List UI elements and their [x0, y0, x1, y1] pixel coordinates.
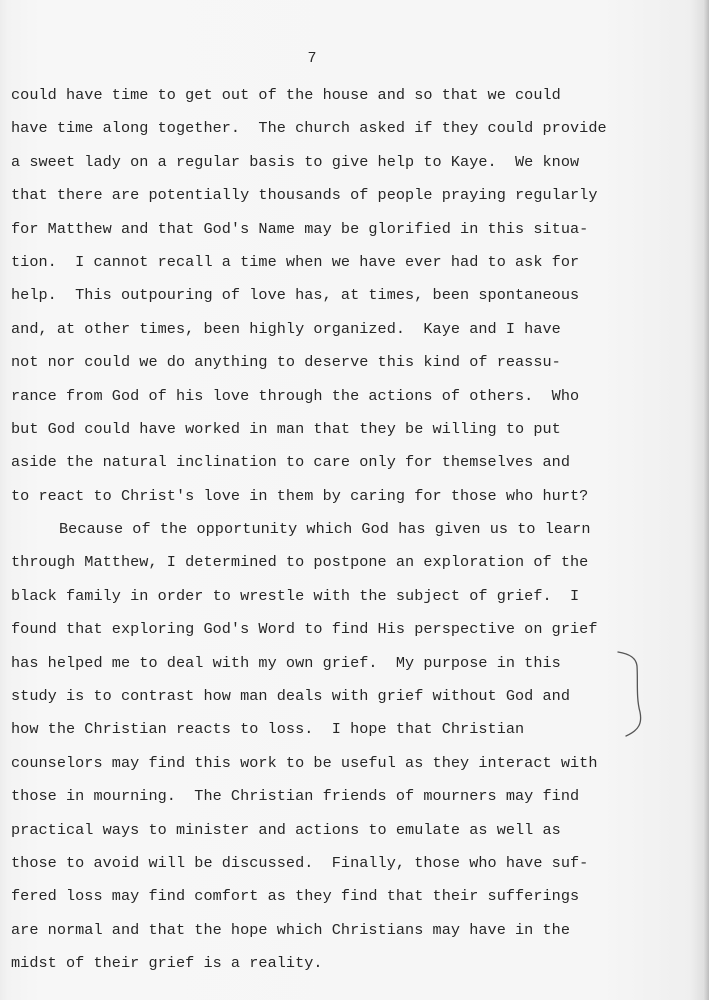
text-line: rance from God of his love through the actions of others. Who — [11, 386, 580, 405]
text-line: black family in order to wrestle with the subject of grief. I — [11, 586, 580, 605]
text-line: and, at other times, been highly organized. Kaye and I have — [11, 319, 561, 338]
text-line: those in mourning. The Christian friends of mourners may find — [11, 787, 580, 806]
text-line: are normal and that the hope which Christians may have in the — [11, 920, 571, 939]
text-line: through Matthew, I determined to postpone an exploration of the — [11, 553, 589, 572]
body-text — [11, 79, 701, 981]
text-line: counselors may find this work to be useful as they interact with — [11, 753, 598, 772]
text-line: practical ways to minister and actions to emulate as well as — [11, 820, 561, 839]
text-line: found that exploring God's Word to find His perspective on grief — [11, 620, 598, 639]
text-line: not nor could we do anything to deserve this kind of reassu- — [11, 353, 561, 372]
text-line: those to avoid will be discussed. Finally, those who have suf- — [11, 853, 589, 872]
scan-edge-shadow — [703, 0, 709, 1000]
paragraph-start-line: Because of the opportunity which God has given us to learn — [59, 520, 591, 539]
handwritten-bracket-icon — [612, 650, 652, 740]
text-line: for Matthew and that God's Name may be glorified in this situa- — [11, 219, 589, 238]
text-line: study is to contrast how man deals with grief without God and — [11, 687, 571, 706]
text-line: but God could have worked in man that they be willing to put — [11, 419, 561, 438]
text-line: fered loss may find comfort as they find that their sufferings — [11, 887, 580, 906]
text-line: help. This outpouring of love has, at times, been spontaneous — [11, 286, 580, 305]
text-line: tion. I cannot recall a time when we have ever had to ask for — [11, 252, 580, 271]
text-line: that there are potentially thousands of people praying regularly — [11, 186, 598, 205]
text-line: aside the natural inclination to care only for themselves and — [11, 453, 571, 472]
text-line: has helped me to deal with my own grief. My purpose in this — [11, 653, 561, 672]
text-line: a sweet lady on a regular basis to give help to Kaye. We know — [11, 152, 580, 171]
text-line: could have time to get out of the house and so that we could — [11, 86, 561, 104]
text-line: have time along together. The church asked if they could provide — [11, 119, 607, 138]
text-line: midst of their grief is a reality. — [11, 954, 323, 973]
text-line: to react to Christ's love in them by caring for those who hurt? — [11, 486, 589, 505]
text-line: how the Christian reacts to loss. I hope that Christian — [11, 720, 525, 739]
page-number: 7 — [307, 50, 317, 67]
